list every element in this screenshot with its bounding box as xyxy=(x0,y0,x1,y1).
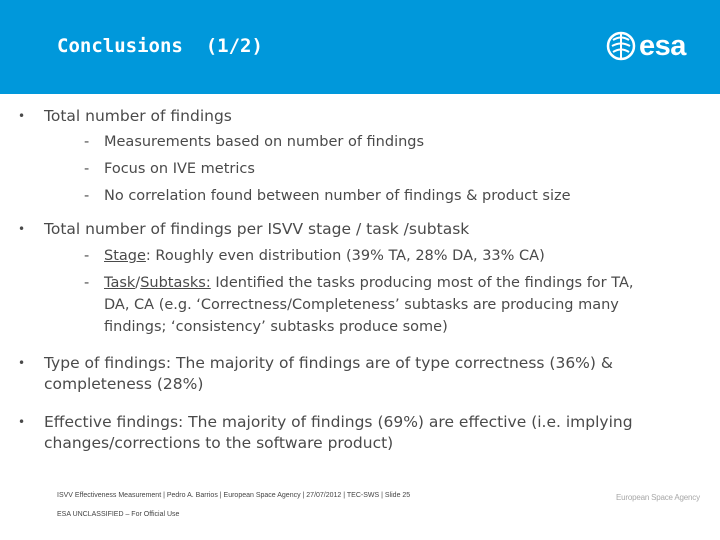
sub-item xyxy=(84,245,545,267)
sub-item-text: : Roughly even distribution (39% TA, 28% DA, 33% CA) xyxy=(145,248,545,264)
sub-item-text: No correlation found between number of findings & product size xyxy=(104,188,571,204)
esa-globe-icon xyxy=(606,31,636,61)
esa-logo xyxy=(606,30,686,62)
footer-info: ISVV Effectiveness Measurement | Pedro A. Barrios | European Space Agency | 27/07/2012 | TEC-SWS | Slide 25 xyxy=(57,492,411,499)
bullet-lead: Type of findings xyxy=(44,354,166,372)
sub-item-lead: Task xyxy=(104,275,136,291)
sub-item-text: Measurements based on number of findings xyxy=(104,134,425,150)
bullet-item xyxy=(18,106,232,127)
sub-item-text: Focus on IVE metrics xyxy=(104,161,255,177)
esa-logo-text: esa xyxy=(639,29,686,62)
bullet-text: Total number of findings per ISVV stage / task /subtask xyxy=(44,220,470,238)
bullet-text: completeness (28%) xyxy=(44,375,204,393)
sub-item-text: DA, CA (e.g. ‘Correctness/Completeness’ subtasks are producing many xyxy=(104,297,619,313)
dash-marker: - xyxy=(84,248,90,264)
sub-item xyxy=(84,158,255,180)
dash-marker: - xyxy=(84,188,90,204)
bullet-text: The majority of findings (69%) are effective (i.e. implying xyxy=(183,413,633,431)
bullet-lead: Effective findings: xyxy=(44,413,184,431)
dash-marker: - xyxy=(84,161,90,177)
sub-item-lead: Stage xyxy=(104,248,146,264)
bullet-item xyxy=(18,219,470,240)
sub-item xyxy=(84,272,634,338)
bullet-marker: • xyxy=(18,356,26,370)
sub-item-text: Identified the tasks producing most of the findings for TA, xyxy=(210,275,634,291)
bullet-item xyxy=(18,353,613,395)
bullet-text: changes/corrections to the software product) xyxy=(44,434,394,452)
bullet-text: Total number of findings xyxy=(44,107,232,125)
bullet-text: : The majority of findings are of type correctness (36%) & xyxy=(165,354,613,372)
footer-classification: ESA UNCLASSIFIED – For Official Use xyxy=(57,511,180,518)
header-bar xyxy=(0,0,720,94)
bullet-item xyxy=(18,412,633,454)
sub-item-lead: Subtasks: xyxy=(140,275,211,291)
sub-item-separator: / xyxy=(135,275,141,291)
footer-logo: European Space Agency xyxy=(616,493,700,502)
dash-marker: - xyxy=(84,275,90,291)
sub-item xyxy=(84,131,425,153)
dash-marker: - xyxy=(84,134,90,150)
sub-item xyxy=(84,185,571,207)
bullet-marker: • xyxy=(18,109,26,123)
bullet-marker: • xyxy=(18,222,26,236)
bullet-marker: • xyxy=(18,415,26,429)
sub-item-text: findings; ‘consistency’ subtasks produce some) xyxy=(104,319,448,335)
slide-title: Conclusions (1/2) xyxy=(57,35,263,57)
